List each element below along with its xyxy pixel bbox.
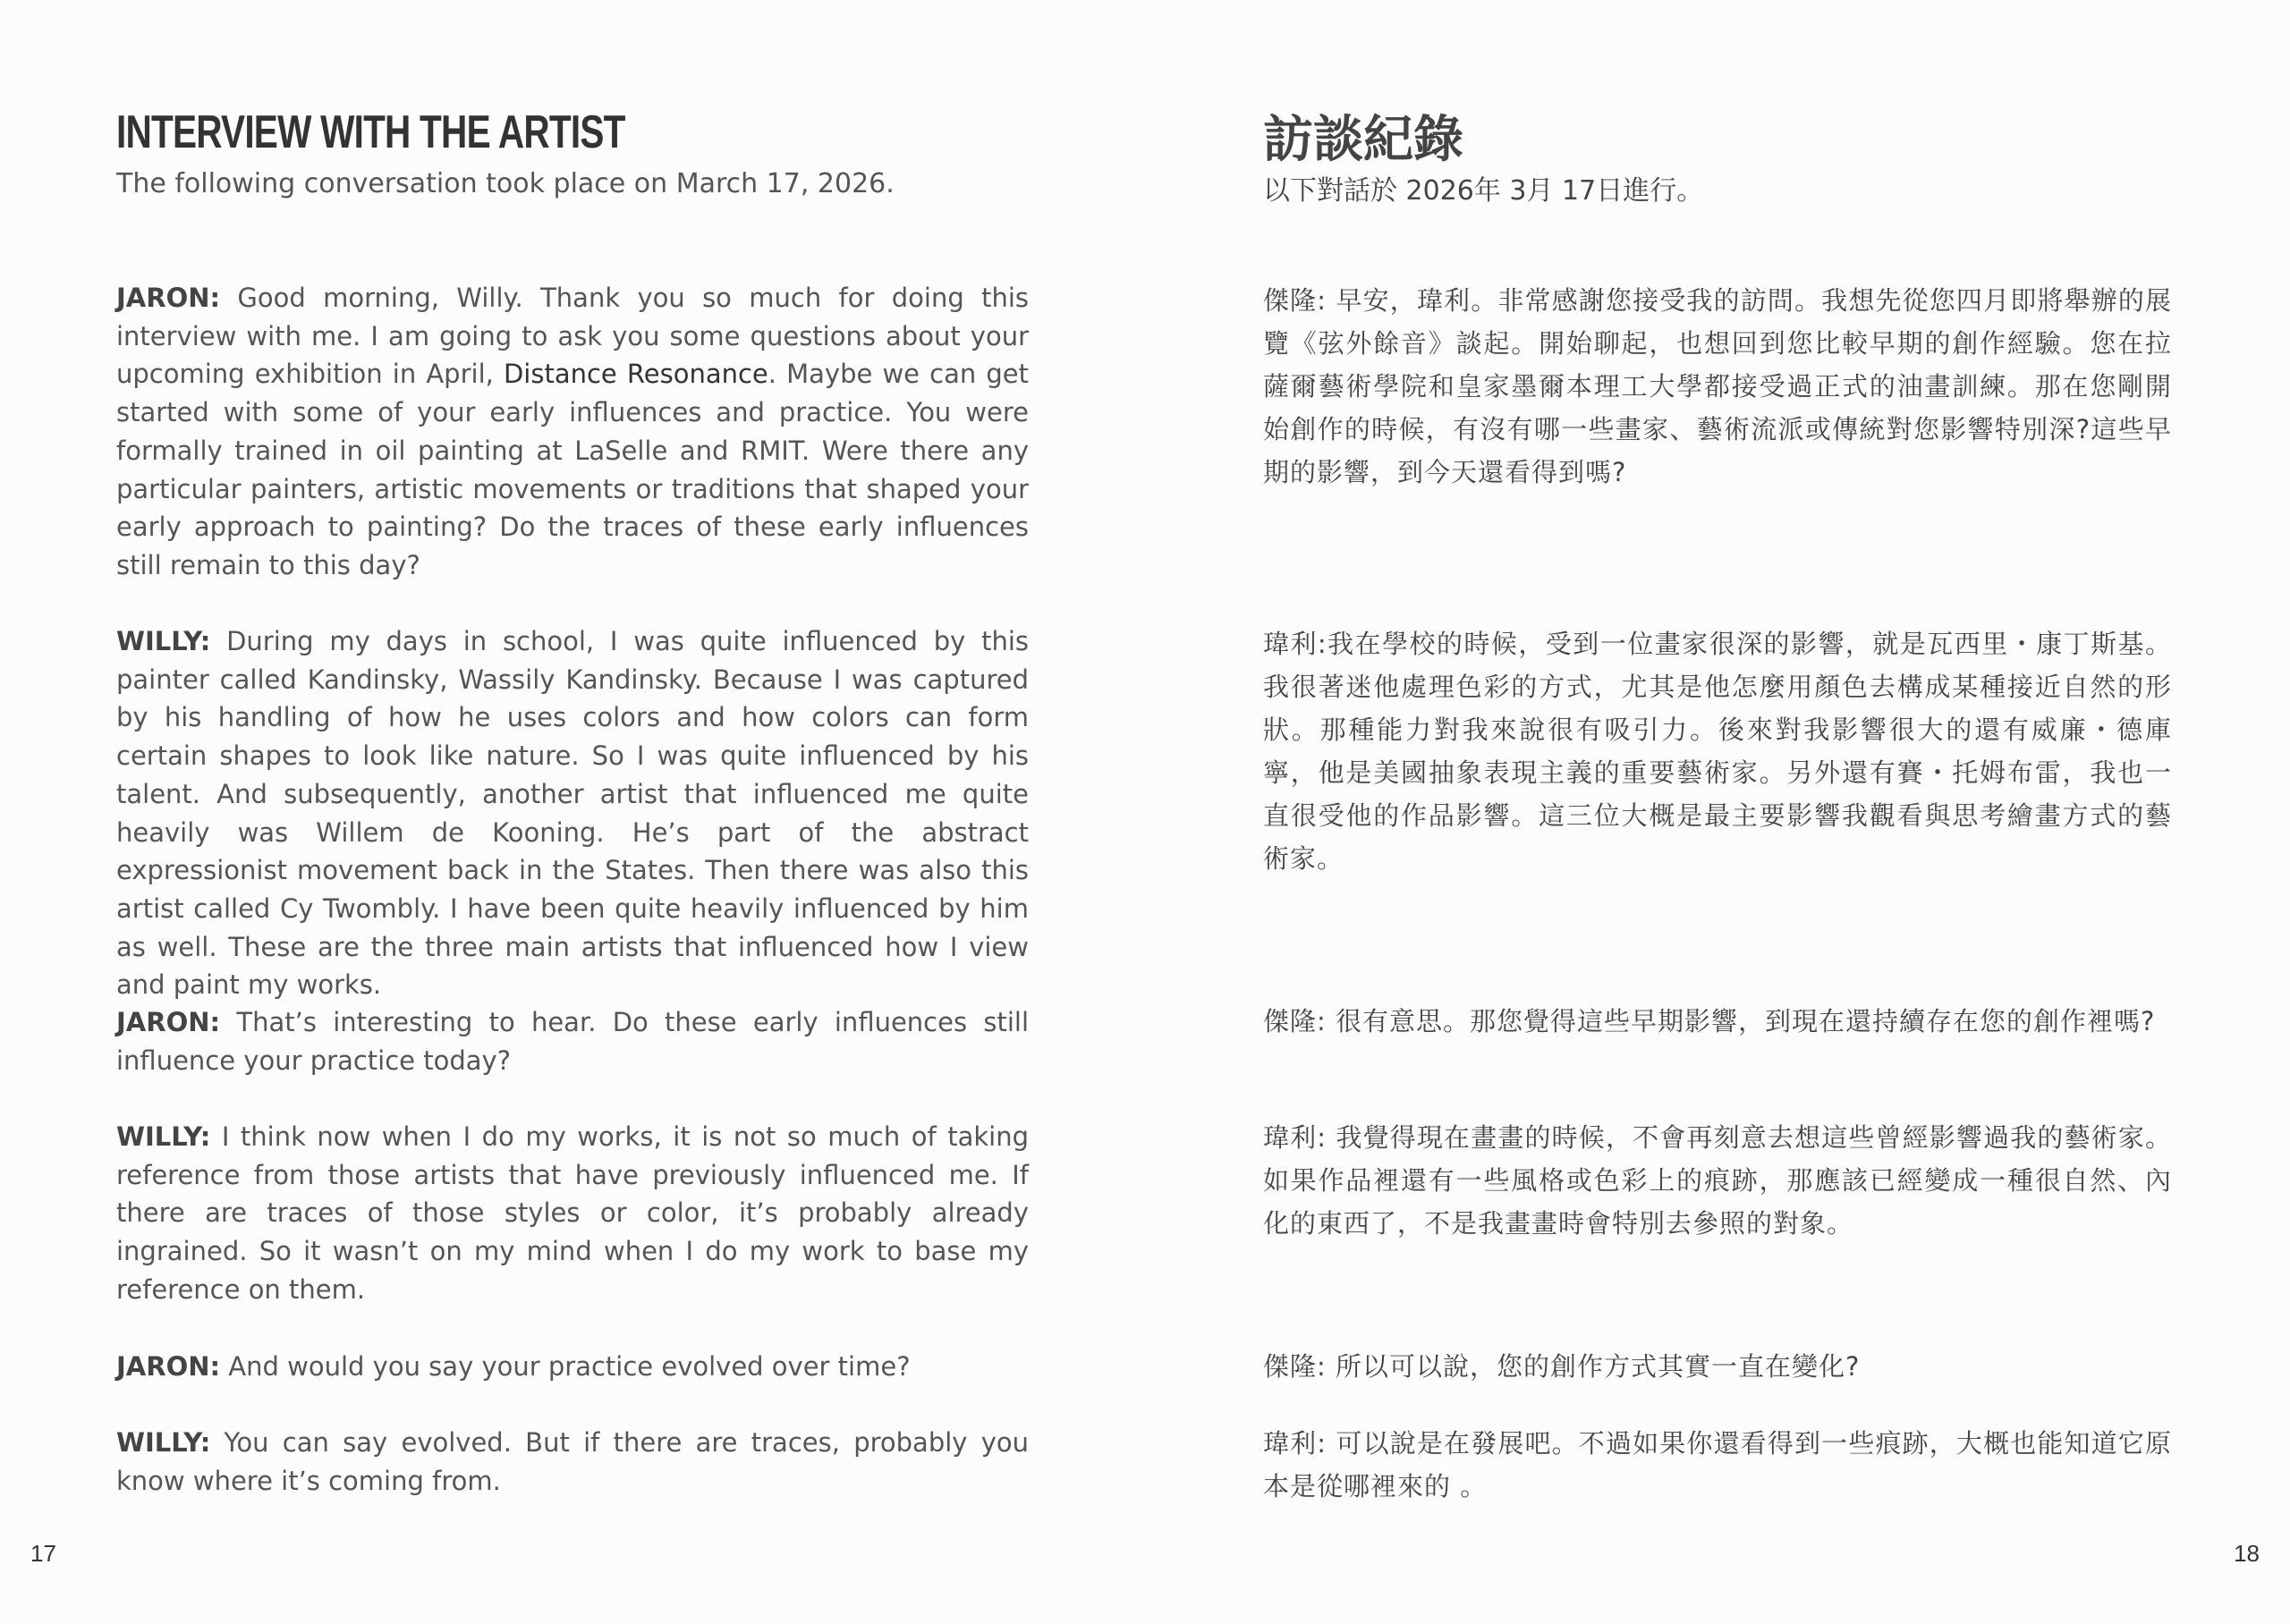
paragraph-text: Good morning, Willy. Thank you so much for doing this interview with me. I am going to ask you some questions about your upcoming exhibition in April,: [116, 283, 1029, 390]
speaker-label: 瑋利:: [1263, 1122, 1327, 1153]
paragraph-en-6: [116, 1424, 1029, 1500]
paragraph-text: During my days in school, I was quite influenced by this painter called Kandinsky, Wassily Kandinsky. Because I was captured by his handling of how he uses colors and how colors can form certain shapes to look like nature. So I was quite influenced by his talent. And subsequently, another artist that influenced me quite heavily was Willem de Kooning. He’s part of the abstract expressionist movement back in the States. Then there was also this artist called Cy Twombly. I have been quite heavily influenced by him as well. These are the three main artists that influenced how I view and paint my works.: [116, 626, 1029, 1001]
paragraph-text: 所以可以說，您的創作方式其實一直在變化?: [1326, 1351, 1861, 1382]
paragraph-text: 我覺得現在畫畫的時候，不會再刻意去想這些曾經影響過我的藝術家。如果作品裡還有一些風格或色彩上的痕跡，那應該已經變成一種很自然、內化的東西了，不是我畫畫時會特別去參照的對象。: [1263, 1122, 2172, 1239]
paragraph-text: That’s interesting to hear. Do these early influences still influence your practice today?: [116, 1007, 1029, 1076]
speaker-label: WILLY:: [116, 626, 211, 656]
paragraph-zh-1: [1263, 279, 2172, 494]
paragraph-zh-6: [1263, 1422, 2172, 1508]
speaker-label: JARON:: [116, 283, 221, 313]
page-title-english: INTERVIEW WITH THE ARTIST: [116, 106, 625, 158]
page-subtitle-english: The following conversation took place on March 17, 2026.: [116, 168, 895, 199]
paragraph-text: 早安，瑋利。非常感謝您接受我的訪問。我想先從您四月即將舉辦的展覽《弦外餘音》談起。開始聊起，也想回到您比較早期的創作經驗。您在拉薩爾藝術學院和皇家墨爾本理工大學都接受過正式的油畫訓練。那在您剛開始創作的時候，有沒有哪一些畫家、藝術流派或傳統對您影響特別深?這些早期的影響，到今天還看得到嗎?: [1263, 285, 2172, 487]
speaker-label: 傑隆:: [1263, 1006, 1327, 1036]
paragraph-text: 我在學校的時候，受到一位畫家很深的影響，就是瓦西里・康丁斯基。我很著迷他處理色彩的方式，尤其是他怎麼用顏色去構成某種接近自然的形狀。那種能力對我來說很有吸引力。後來對我影響很大的還有威廉・德庫寧，他是美國抽象表現主義的重要藝術家。另外還有賽・托姆布雷，我也一直很受他的作品影響。這三位大概是最主要影響我觀看與思考繪畫方式的藝術家。: [1263, 629, 2172, 874]
paragraph-en-1: [116, 279, 1029, 585]
paragraph-text: . Maybe we can get started with some of your early influences and practice. You were formally trained in oil painting at LaSelle and RMIT. Were there any particular painters, artistic movements or traditions that shaped your early approach to painting? Do the traces of these early influences still remain to this day?: [116, 359, 1029, 580]
speaker-label: 傑隆:: [1263, 1351, 1327, 1382]
right-page: [1145, 0, 2290, 1624]
paragraph-zh-2: [1263, 622, 2172, 880]
page-subtitle-chinese: 以下對話於 2026年 3月 17日進行。: [1263, 175, 1704, 207]
paragraph-en-2: [116, 622, 1029, 1004]
paragraph-en-3: [116, 1003, 1029, 1079]
paragraph-zh-4: [1263, 1116, 2172, 1245]
paragraph-zh-5: [1263, 1345, 2172, 1388]
paragraph-zh-3: [1263, 1000, 2172, 1043]
paragraph-text: 很有意思。那您覺得這些早期影響，到現在還持續存在您的創作裡嗎?: [1326, 1006, 2156, 1036]
paragraph-text: 可以說是在發展吧。不過如果你還看得到一些痕跡，大概也能知道它原本是從哪裡來的 。: [1263, 1428, 2172, 1501]
speaker-label: 瑋利:: [1263, 1428, 1327, 1459]
paragraph-text: And would you say your practice evolved over time?: [220, 1351, 911, 1382]
speaker-label: JARON:: [116, 1007, 221, 1037]
speaker-label: 傑隆:: [1263, 285, 1327, 316]
page-number-right: 18: [2234, 1540, 2260, 1567]
exhibition-title: Distance Resonance: [503, 359, 768, 390]
paragraph-en-4: [116, 1118, 1029, 1309]
paragraph-text: You can say evolved. But if there are traces, probably you know where it’s coming from.: [116, 1427, 1029, 1496]
paragraph-en-5: [116, 1348, 1029, 1386]
paragraph-text: I think now when I do my works, it is not so much of taking reference from those artists that have previously influenced me. If there are traces of those styles or color, it’s probably already ingrained. So it wasn’t on my mind when I do my work to base my reference on them.: [116, 1121, 1029, 1305]
speaker-label: 瑋利:: [1263, 629, 1327, 659]
page-number-left: 17: [30, 1540, 56, 1567]
page-title-chinese: 訪談紀錄: [1263, 111, 1463, 169]
speaker-label: WILLY:: [116, 1121, 211, 1152]
speaker-label: WILLY:: [116, 1427, 211, 1458]
speaker-label: JARON:: [116, 1351, 221, 1382]
